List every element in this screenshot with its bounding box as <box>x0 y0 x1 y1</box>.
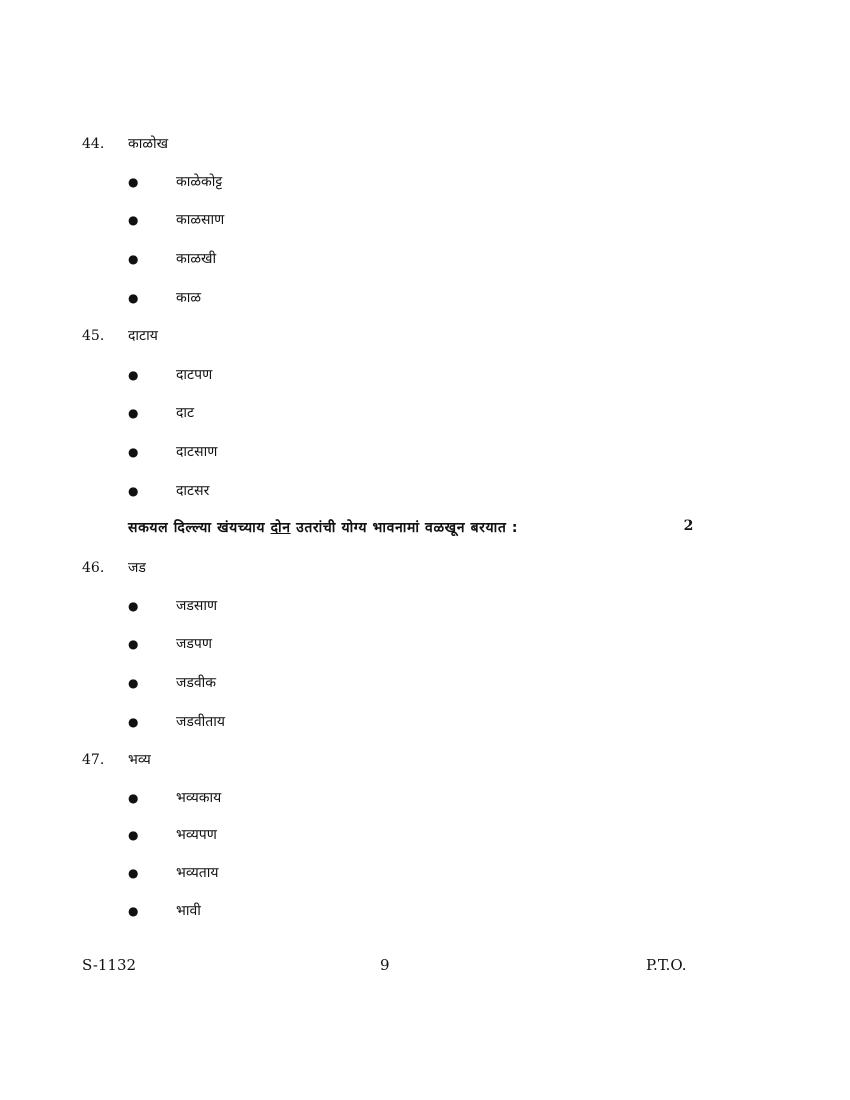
option-44-b <box>128 210 224 229</box>
option-text: काळखी <box>176 251 217 267</box>
option-47-d <box>128 901 201 920</box>
bullet-icon: ● <box>128 175 139 189</box>
question-44 <box>82 134 168 153</box>
option-45-c <box>128 442 217 461</box>
marks-value: 2 <box>683 518 694 534</box>
section-instruction <box>128 518 698 537</box>
question-word: दाटाय <box>128 328 158 344</box>
bullet-icon: ● <box>128 368 139 382</box>
option-text: भव्यकाय <box>176 790 222 806</box>
option-47-a <box>128 788 221 807</box>
option-text: दाटसाण <box>176 444 218 460</box>
option-text: जडवीताय <box>176 714 226 730</box>
question-word: जड <box>128 560 146 576</box>
option-text: काळसाण <box>176 212 225 228</box>
option-text: दाटसर <box>176 483 210 499</box>
bullet-icon: ● <box>128 828 139 842</box>
bullet-icon: ● <box>128 791 139 805</box>
bullet-icon: ● <box>128 445 139 459</box>
question-45 <box>82 326 158 345</box>
option-46-a <box>128 596 217 615</box>
bullet-icon: ● <box>128 676 139 690</box>
option-44-a <box>128 172 222 191</box>
please-turn-over: P.T.O. <box>646 956 687 974</box>
option-44-d <box>128 288 201 307</box>
question-47 <box>82 750 151 769</box>
question-number: 47. <box>82 752 105 768</box>
bullet-icon: ● <box>128 213 139 227</box>
question-46 <box>82 558 146 577</box>
bullet-icon: ● <box>128 406 139 420</box>
paper-code: S-1132 <box>82 956 137 974</box>
question-word: भव्य <box>128 752 151 768</box>
option-text: जडपण <box>176 636 212 652</box>
option-text: काळ <box>176 290 202 306</box>
bullet-icon: ● <box>128 484 139 498</box>
option-44-c <box>128 249 216 268</box>
question-word: काळोख <box>128 136 169 152</box>
option-47-c <box>128 863 218 882</box>
question-number: 45. <box>82 328 105 344</box>
option-45-d <box>128 481 209 500</box>
option-46-b <box>128 634 212 653</box>
bullet-icon: ● <box>128 599 139 613</box>
bullet-icon: ● <box>128 252 139 266</box>
option-46-c <box>128 673 216 692</box>
question-number: 46. <box>82 560 105 576</box>
question-number: 44. <box>82 136 105 152</box>
option-45-b <box>128 403 194 422</box>
bullet-icon: ● <box>128 291 139 305</box>
option-text: दाट <box>176 405 195 421</box>
option-text: काळेकोट्ट <box>176 174 223 190</box>
page-number: 9 <box>380 956 390 974</box>
option-text: दाटपण <box>176 367 213 383</box>
instruction-text-after: उतरांची योग्य भावनामां वळखून बरयात : <box>290 520 519 536</box>
instruction-text-before: सकयल दिल्ल्या खंयच्याय <box>128 520 271 536</box>
option-45-a <box>128 365 212 384</box>
instruction-underlined: दोन <box>270 520 291 536</box>
option-46-d <box>128 712 225 731</box>
bullet-icon: ● <box>128 715 139 729</box>
option-text: भव्यपण <box>176 827 217 843</box>
option-text: भावी <box>176 903 201 919</box>
bullet-icon: ● <box>128 637 139 651</box>
bullet-icon: ● <box>128 904 139 918</box>
option-47-b <box>128 825 217 844</box>
option-text: भव्यताय <box>176 865 219 881</box>
bullet-icon: ● <box>128 866 139 880</box>
option-text: जडवीक <box>176 675 217 691</box>
option-text: जडसाण <box>176 598 218 614</box>
